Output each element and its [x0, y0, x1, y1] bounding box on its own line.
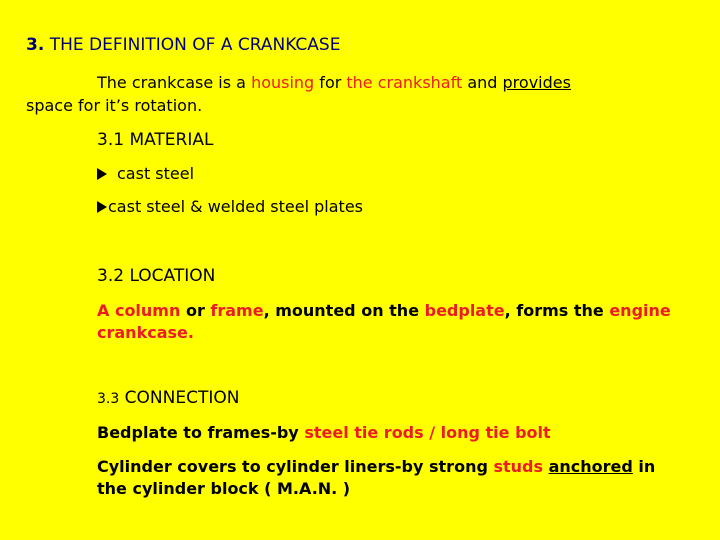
definition-line-2: space for it’s rotation. — [26, 96, 203, 115]
def-housing: housing — [251, 73, 315, 92]
arrowhead-bullet-icon — [97, 201, 107, 213]
def-crankshaft: the crankshaft — [346, 73, 463, 92]
connection-line-3: the cylinder block ( M.A.N. ) — [97, 479, 351, 498]
bullet-text: cast steel — [117, 164, 195, 183]
con-tie-rods: steel tie rods / long tie bolt — [304, 423, 551, 442]
loc-text: , mounted on the — [263, 301, 425, 320]
def-text: for — [314, 73, 347, 92]
def-provides: provides — [502, 73, 571, 92]
def-text: and — [462, 73, 503, 92]
location-line-2: crankcase. — [97, 323, 194, 342]
connection-line-2 — [97, 457, 655, 476]
def-text: The crankcase is a — [97, 73, 252, 92]
loc-bedplate: bedplate — [424, 301, 505, 320]
location-line-1 — [97, 301, 671, 320]
loc-text: or — [180, 301, 211, 320]
connection-heading — [97, 388, 239, 408]
con-text: Cylinder covers to cylinder liners-by strong — [97, 457, 494, 476]
location-heading: 3.2 LOCATION — [97, 266, 216, 286]
title-text: THE DEFINITION OF A CRANKCASE — [49, 35, 341, 55]
connection-heading-text: CONNECTION — [119, 388, 240, 408]
loc-engine: engine — [609, 301, 671, 320]
connection-line-1 — [97, 423, 551, 442]
bullet-text: cast steel & welded steel plates — [108, 197, 363, 216]
title-number: 3. — [26, 35, 45, 55]
loc-frame: frame — [210, 301, 264, 320]
con-text: in — [632, 457, 656, 476]
loc-text: , forms the — [504, 301, 610, 320]
material-bullet-2 — [97, 197, 363, 216]
con-studs: studs — [493, 457, 544, 476]
connection-heading-number: 3.3 — [97, 391, 120, 407]
material-bullet-1 — [97, 164, 194, 183]
loc-column: A column — [97, 301, 181, 320]
material-heading: 3.1 MATERIAL — [97, 130, 214, 150]
con-anchored: anchored — [548, 457, 633, 476]
definition-line-1 — [97, 73, 571, 92]
page-title — [26, 35, 340, 55]
con-text: Bedplate to frames-by — [97, 423, 305, 442]
arrowhead-bullet-icon — [97, 168, 107, 180]
